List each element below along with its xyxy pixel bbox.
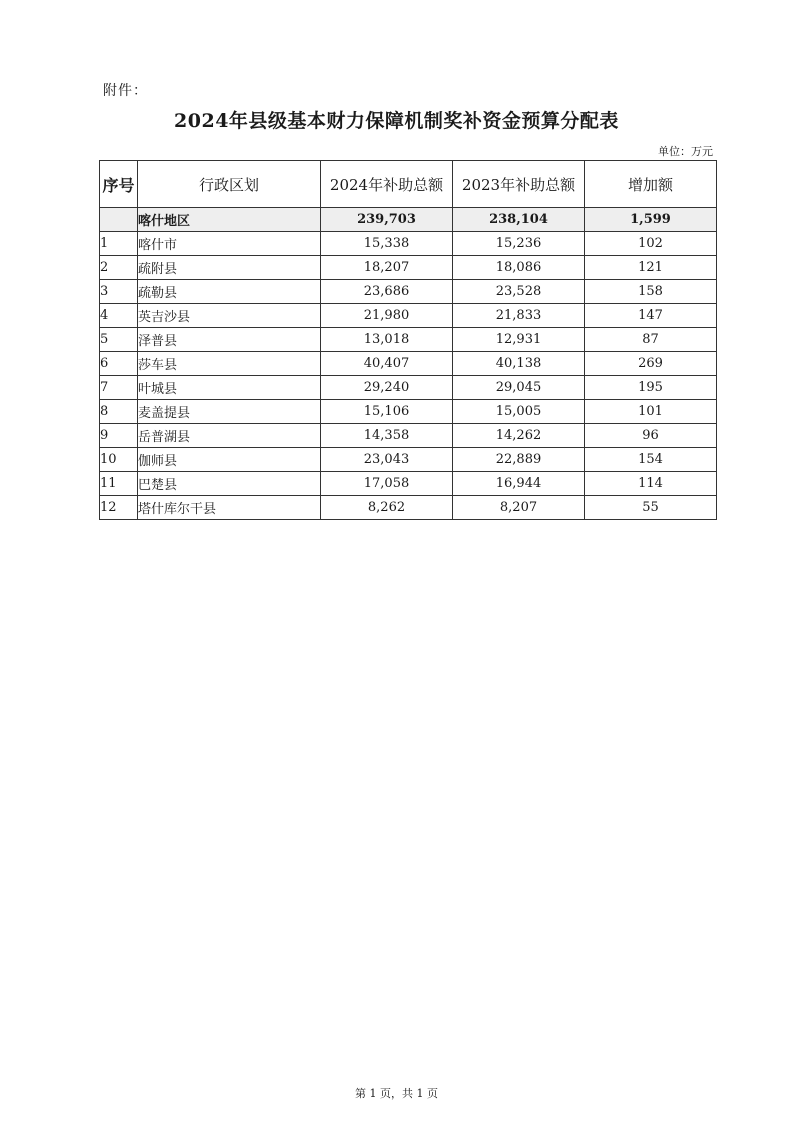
table-row <box>100 424 717 448</box>
row-2024: 13,018 <box>321 328 453 352</box>
row-2023: 15,005 <box>453 400 585 424</box>
row-2024: 23,043 <box>321 448 453 472</box>
row-seq: 9 <box>100 424 138 448</box>
row-2024: 23,686 <box>321 280 453 304</box>
row-2023: 18,086 <box>453 256 585 280</box>
row-seq: 10 <box>100 448 138 472</box>
row-region: 喀什市 <box>138 232 321 256</box>
row-seq: 11 <box>100 472 138 496</box>
row-2023: 14,262 <box>453 424 585 448</box>
row-2023: 40,138 <box>453 352 585 376</box>
row-seq: 8 <box>100 400 138 424</box>
row-2024: 15,106 <box>321 400 453 424</box>
row-2023: 22,889 <box>453 448 585 472</box>
table-row <box>100 472 717 496</box>
header-seq: 序号 <box>100 161 138 208</box>
row-increase: 269 <box>585 352 717 376</box>
row-2024: 40,407 <box>321 352 453 376</box>
page-footer: 第 1 页，共 1 页 <box>355 1087 438 1100</box>
row-increase: 114 <box>585 472 717 496</box>
row-2024: 18,207 <box>321 256 453 280</box>
row-2023: 23,528 <box>453 280 585 304</box>
row-region: 英吉沙县 <box>138 304 321 328</box>
row-region: 泽普县 <box>138 328 321 352</box>
row-increase: 102 <box>585 232 717 256</box>
row-region: 莎车县 <box>138 352 321 376</box>
row-increase: 158 <box>585 280 717 304</box>
table-row <box>100 328 717 352</box>
row-region: 叶城县 <box>138 376 321 400</box>
row-2023: 29,045 <box>453 376 585 400</box>
row-2024: 21,980 <box>321 304 453 328</box>
budget-table <box>99 160 717 520</box>
row-2024: 14,358 <box>321 424 453 448</box>
row-2023: 15,236 <box>453 232 585 256</box>
row-increase: 96 <box>585 424 717 448</box>
row-increase: 101 <box>585 400 717 424</box>
table-row <box>100 280 717 304</box>
total-row <box>100 208 717 232</box>
row-region: 疏勒县 <box>138 280 321 304</box>
row-increase: 154 <box>585 448 717 472</box>
table-row <box>100 352 717 376</box>
table-row <box>100 232 717 256</box>
row-region: 塔什库尔干县 <box>138 496 321 520</box>
row-seq: 6 <box>100 352 138 376</box>
total-seq <box>100 208 138 232</box>
row-increase: 55 <box>585 496 717 520</box>
row-seq: 7 <box>100 376 138 400</box>
document-title: 2024年县级基本财力保障机制奖补资金预算分配表 <box>174 110 619 132</box>
row-2023: 8,207 <box>453 496 585 520</box>
row-region: 巴楚县 <box>138 472 321 496</box>
row-increase: 195 <box>585 376 717 400</box>
header-2023: 2023年补助总额 <box>453 161 585 208</box>
row-seq: 4 <box>100 304 138 328</box>
attachment-label: 附件： <box>103 83 148 99</box>
total-region: 喀什地区 <box>138 208 321 232</box>
header-2024: 2024年补助总额 <box>321 161 453 208</box>
row-2024: 29,240 <box>321 376 453 400</box>
row-2024: 8,262 <box>321 496 453 520</box>
total-increase: 1,599 <box>585 208 717 232</box>
table-row <box>100 304 717 328</box>
row-increase: 87 <box>585 328 717 352</box>
row-region: 麦盖提县 <box>138 400 321 424</box>
total-2023: 238,104 <box>453 208 585 232</box>
table-header-row <box>100 161 717 208</box>
row-seq: 2 <box>100 256 138 280</box>
table-row <box>100 448 717 472</box>
row-seq: 1 <box>100 232 138 256</box>
row-seq: 5 <box>100 328 138 352</box>
row-increase: 121 <box>585 256 717 280</box>
row-seq: 12 <box>100 496 138 520</box>
row-2024: 15,338 <box>321 232 453 256</box>
header-region: 行政区划 <box>138 161 321 208</box>
row-region: 岳普湖县 <box>138 424 321 448</box>
total-2024: 239,703 <box>321 208 453 232</box>
unit-label: 单位：万元 <box>658 145 713 158</box>
row-2023: 16,944 <box>453 472 585 496</box>
table-row <box>100 496 717 520</box>
row-seq: 3 <box>100 280 138 304</box>
table-row <box>100 400 717 424</box>
row-increase: 147 <box>585 304 717 328</box>
row-2024: 17,058 <box>321 472 453 496</box>
row-region: 疏附县 <box>138 256 321 280</box>
row-region: 伽师县 <box>138 448 321 472</box>
table-row <box>100 376 717 400</box>
row-2023: 12,931 <box>453 328 585 352</box>
table-row <box>100 256 717 280</box>
header-increase: 增加额 <box>585 161 717 208</box>
row-2023: 21,833 <box>453 304 585 328</box>
